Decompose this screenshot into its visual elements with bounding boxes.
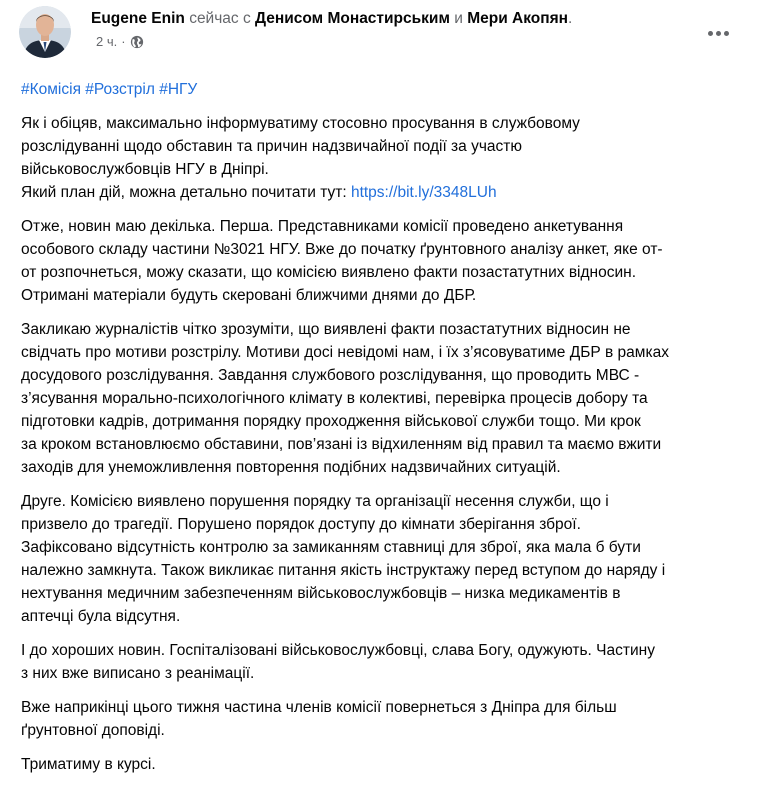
text-line: Триматиму в курсі.	[21, 756, 156, 773]
paragraph-3	[21, 318, 751, 479]
text-line: заходів для унеможливлення повторення подібних надзвичайних ситуацій.	[21, 459, 561, 476]
post-meta	[96, 33, 144, 51]
tagged-person-1[interactable]: Денисом Монастирським	[255, 10, 450, 27]
hashtag-ngu[interactable]: #НГУ	[159, 81, 198, 98]
paragraph-7	[21, 753, 751, 776]
author-avatar[interactable]	[19, 6, 71, 58]
text-line: належно замкнута. Також викликає питання якість інструктажу перед вступом до наряду і	[21, 562, 666, 579]
more-options-dot	[716, 31, 721, 36]
globe-icon[interactable]	[130, 35, 144, 49]
text-line: Вже наприкінці цього тижня частина членів комісії повернеться з Дніпра для більш	[21, 699, 617, 716]
paragraph-1	[21, 112, 751, 204]
text-line: Як і обіцяв, максимально інформуватиму стосовно просування в службовому	[21, 115, 580, 132]
link-line	[21, 181, 751, 204]
text-line: з них вже виписано з реанімації.	[21, 665, 255, 682]
and-word: и	[454, 10, 463, 27]
text-line: особового складу частини №3021 НГУ. Вже до початку ґрунтовного аналізу анкет, яке от-	[21, 241, 663, 258]
meta-separator: ·	[121, 34, 126, 49]
link-prefix: Який план дій, можна детально почитати тут:	[21, 184, 351, 201]
paragraph-6	[21, 696, 751, 742]
paragraph-4	[21, 490, 751, 628]
external-link[interactable]: https://bit.ly/3348LUh	[350, 184, 497, 201]
paragraph-2	[21, 215, 751, 307]
activity-word: сейчас	[189, 10, 239, 27]
hashtags	[21, 78, 751, 101]
tagged-person-2[interactable]: Мери Акопян	[467, 10, 569, 27]
author-line: Eugene Enin сейчас с Денисом Монастирським и Мери Акопян.	[91, 10, 573, 27]
text-line: за кроком встановлюємо обставини, пов’язані із відхиленням від правил та маємо вжити	[21, 436, 662, 453]
text-line: Отже, новин маю декілька. Перша. Представниками комісії проведено анкетування	[21, 218, 624, 235]
more-options-button[interactable]	[700, 20, 736, 46]
text-line: Друге. Комісією виявлено порушення порядку та організації несення служби, що і	[21, 493, 609, 510]
post-timestamp[interactable]: 2 ч.	[96, 34, 118, 49]
more-options-dot	[724, 31, 729, 36]
text-line: Отримані матеріали будуть скеровані ближчими днями до ДБР.	[21, 287, 477, 304]
text-line: досудового розслідування. Завдання службового розслідування, що проводить МВС -	[21, 367, 640, 384]
paragraph-5	[21, 639, 751, 685]
text-line: призвело до трагедії. Порушено порядок доступу до кімнати зберігання зброї.	[21, 516, 581, 533]
text-line: от розпочнеться, можу сказати, що комісією виявлено факти позастатутних відносин.	[21, 264, 636, 281]
text-line: ґрунтовної доповіді.	[21, 722, 165, 739]
text-line: військовослужбовців НГУ в Дніпрі.	[21, 161, 269, 178]
text-line: Закликаю журналістів чітко зрозуміти, що виявлені факти позастатутних відносин не	[21, 321, 631, 338]
text-line: свідчать про мотиви розстрілу. Мотиви досі невідомі нам, і їх з’ясовуватиме ДБР в рамках	[21, 344, 669, 361]
text-line: Зафіксовано відсутність контролю за замиканням ставниці для зброї, яка мала б бути	[21, 539, 641, 556]
text-line: з’ясування морально-психологічного клімату в колективі, перевірка процесів добору та	[21, 390, 648, 407]
author-photo	[19, 6, 71, 58]
text-line: нехтування медичним забезпеченням військовослужбовців – низка медикаментів в	[21, 585, 621, 602]
text-line: аптечці була відсутня.	[21, 608, 181, 625]
post-content	[21, 78, 751, 787]
hashtag-komisiia[interactable]: #Комісія	[21, 81, 81, 98]
with-word: с	[242, 10, 251, 27]
text-line: підготовки кадрів, дотримання порядку проходження військової служби тощо. Ми крок	[21, 413, 641, 430]
hashtag-rozstril[interactable]: #Розстріл	[85, 81, 155, 98]
text-line: І до хороших новин. Госпіталізовані військовослужбовці, слава Богу, одужують. Частину	[21, 642, 655, 659]
more-options-icon	[708, 31, 713, 36]
text-line: розслідуванні щодо обставин та причин надзвичайної події за участю	[21, 138, 523, 155]
author-name[interactable]: Eugene Enin	[91, 10, 185, 27]
